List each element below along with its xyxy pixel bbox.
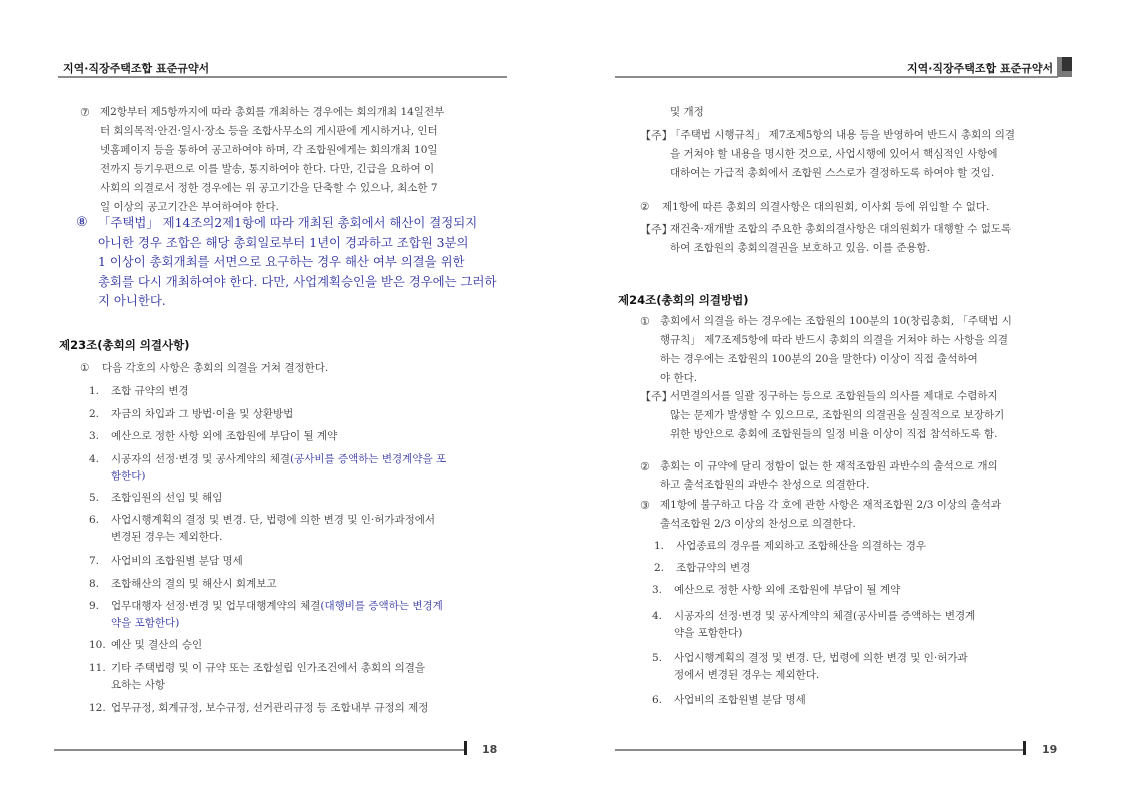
- item-text: 사업비의 조합원별 분담 명세: [674, 694, 806, 706]
- item-text-continuation: 함한다): [111, 470, 146, 482]
- item-text: 업무규정, 회계규정, 보수규정, 선거관리규정 등 조합내부 규정의 제정: [111, 702, 429, 714]
- item-text: 조합임원의 선임 및 해임: [111, 492, 223, 504]
- intro-text: 다음 각호의 사항은 총회의 의결을 거쳐 결정한다.: [102, 362, 329, 374]
- corner-mark: [1057, 57, 1072, 77]
- list-item: [89, 451, 509, 485]
- item-number: 7.: [89, 555, 100, 567]
- paragraph-2: [640, 199, 1070, 216]
- paragraph-text: 제1항에 따른 총회의 의결사항은 대의원회, 이사회 등에 위임할 수 없다.: [662, 201, 990, 213]
- item-text: 시공자의 선정·변경 및 공사계약의 체결: [111, 453, 290, 465]
- item-number: 2.: [654, 562, 665, 574]
- list-item: [652, 692, 1072, 709]
- article-24-paragraph-1: [640, 312, 1060, 388]
- item-text-continuation: 약을 포함한다): [674, 627, 743, 639]
- left-page: [0, 0, 560, 793]
- right-page: [560, 0, 1121, 793]
- list-item: [652, 650, 1072, 684]
- footer-tick: [464, 741, 467, 755]
- item-number: 6.: [89, 514, 100, 526]
- list-item: [89, 553, 509, 570]
- item-number: 3.: [652, 584, 663, 596]
- note-3: [640, 387, 1060, 444]
- article-23-intro: [80, 360, 500, 377]
- header-title: 지역·직장주택조합 표준규약서: [907, 62, 1054, 75]
- header-title: 지역·직장주택조합 표준규약서: [63, 62, 210, 75]
- item-text-continuation: 약을 포함한다): [111, 617, 180, 629]
- page-number: 19: [1042, 743, 1058, 756]
- text-line: 위한 방안으로 총회에 조합원들의 일정 비율 이상이 직접 참석하도록 함.: [670, 428, 998, 440]
- item-number: 4.: [89, 453, 100, 465]
- text-line: 사회의 의결로서 정한 경우에는 위 공고기간을 단축할 수 있으나, 최소한 7: [100, 182, 438, 194]
- item-number: 6.: [652, 694, 663, 706]
- text-line: 지 아니한다.: [98, 293, 166, 308]
- list-item: [89, 406, 509, 423]
- text-line: 아니한 경우 조합은 해당 총회일로부터 1년이 경과하고 조합원 3분의: [98, 234, 469, 250]
- article-23-heading: 제23조(총회의 의결사항): [59, 338, 190, 352]
- paragraph-marker: ①: [80, 362, 90, 374]
- continuation-line: 및 개정: [670, 106, 704, 118]
- list-item: [89, 637, 509, 654]
- paragraph-marker: ②: [640, 201, 650, 213]
- list-item: [652, 582, 1072, 599]
- list-item: [652, 608, 1072, 642]
- item-text: 조합규약의 변경: [676, 562, 751, 574]
- item-number: 4.: [652, 610, 663, 622]
- text-line: 서면결의서를 일괄 징구하는 등으로 조합원들의 의사를 제대로 수렴하지: [670, 390, 998, 402]
- item-text: 사업종료의 경우를 제외하고 조합해산을 의결하는 경우: [676, 540, 926, 552]
- text-line: 을 거쳐야 할 내용을 명시한 것으로, 사업시행에 있어서 핵심적인 사항에: [670, 148, 998, 160]
- note-2: [640, 220, 1060, 258]
- item-number: 5.: [652, 652, 663, 664]
- item-text: 사업시행계획의 결정 및 변경. 단, 법령에 의한 변경 및 인·허가과: [674, 652, 968, 664]
- text-line: 일 이상의 공고기간은 부여하여야 한다.: [100, 201, 279, 213]
- footer-rule: [54, 749, 466, 751]
- text-line: 총회에서 의결을 하는 경우에는 조합원의 100분의 10(창립총회, 「주택법 시: [660, 315, 1012, 327]
- footer-tick: [1023, 741, 1026, 755]
- paragraph-marker: ⑦: [80, 106, 90, 119]
- footer-rule: [615, 749, 1025, 751]
- text-line: 하는 경우에는 조합원의 100분의 20을 말한다) 이상이 직접 출석하여: [660, 353, 978, 365]
- list-item: [89, 428, 509, 445]
- list-item: [654, 538, 1074, 555]
- text-line: 하여 조합원의 총회의결권을 보호하고 있음. 이를 준용함.: [670, 242, 930, 254]
- header-rule: [615, 76, 1058, 78]
- paragraph-marker: ②: [640, 460, 650, 473]
- item-text: 예산 및 결산의 승인: [111, 639, 203, 651]
- item-text: 자금의 차입과 그 방법·이율 및 상환방법: [111, 408, 294, 420]
- list-item: [89, 383, 509, 400]
- item-text: 사업시행계획의 결정 및 변경. 단, 법령에 의한 변경 및 인·허가과정에서: [111, 514, 436, 526]
- item-text: 예산으로 정한 사항 외에 조합원에 부담이 될 계약: [111, 430, 338, 442]
- list-item: [89, 700, 509, 717]
- note-1: [640, 126, 1060, 183]
- item-text-continuation: 요하는 사항: [111, 679, 166, 691]
- item-text: 기타 주택법령 및 이 규약 또는 조합설립 인가조건에서 총회의 의결을: [111, 662, 426, 674]
- text-line: 대하여는 가급적 총회에서 조합원 스스로가 결정하도록 하여야 할 것임.: [670, 167, 995, 179]
- list-item: [89, 490, 509, 507]
- item-number: 11.: [89, 662, 106, 674]
- item-number: 5.: [89, 492, 100, 504]
- article-24-paragraph-2: [640, 457, 1060, 495]
- text-line: 않는 문제가 발생할 수 있으므로, 조합원의 의결권을 실질적으로 보장하기: [670, 409, 1005, 421]
- text-line: 전까지 등기우편으로 이를 발송, 통지하여야 한다. 다만, 긴급을 요하여 이: [100, 163, 435, 175]
- note-marker: 【주】: [640, 223, 673, 236]
- text-line: 제1항에 불구하고 다음 각 호에 관한 사항은 재적조합원 2/3 이상의 출석과: [660, 499, 1001, 511]
- item-number: 1.: [89, 385, 100, 397]
- list-item: [654, 560, 1074, 577]
- item-text: 사업비의 조합원별 분담 명세: [111, 555, 243, 567]
- list-item: [89, 660, 509, 694]
- paragraph-marker: ⑧: [76, 215, 88, 230]
- paragraph-marker: ③: [640, 499, 650, 512]
- text-line: 총회는 이 규약에 달리 정함이 없는 한 재적조합원 과반수의 출석으로 개의: [660, 460, 998, 472]
- paragraph-marker: ①: [640, 315, 650, 328]
- item-number: 12.: [89, 702, 106, 714]
- article-24-paragraph-3: [640, 496, 1060, 534]
- text-line: 하고 출석조합원의 과반수 찬성으로 의결한다.: [660, 479, 870, 491]
- text-line: 터 회의목적·안건·일시·장소 등을 조합사무소의 게시판에 게시하거나, 인터: [100, 125, 438, 137]
- item-number: 3.: [89, 430, 100, 442]
- paragraph-8: [76, 213, 506, 311]
- item-text: 업무대행자 선정·변경 및 업무대행계약의 체결: [111, 600, 321, 612]
- item-number: 1.: [654, 540, 665, 552]
- header-rule: [58, 76, 507, 78]
- note-marker: 【주】: [640, 129, 673, 142]
- text-line: 1 이상이 총회개최를 서면으로 요구하는 경우 해산 여부 의결을 위한: [98, 254, 465, 269]
- text-line: 제2항부터 제5항까지에 따라 총회를 개최하는 경우에는 회의개최 14일전부: [100, 106, 445, 118]
- text-line: 총회를 다시 개최하여야 한다. 다만, 사업계획승인을 받은 경우에는 그러하: [98, 273, 497, 289]
- text-line: 재건축·재개발 조합의 주요한 총회의결사항은 대의원회가 대행할 수 없도록: [670, 223, 1012, 235]
- text-line: 행규칙」 제7조제5항에 따라 반드시 총회의 의결을 거쳐야 하는 사항을 의결: [660, 334, 1009, 346]
- item-text-emphasis: (대행비를 증액하는 변경계: [320, 600, 443, 612]
- text-line: 「주택법 시행규칙」 제7조제5항의 내용 등을 반영하여 반드시 총회의 의결: [670, 129, 1016, 141]
- list-item: [89, 576, 509, 593]
- item-text-continuation: 정에서 변경된 경우는 제외한다.: [674, 669, 820, 681]
- list-item: [89, 512, 509, 546]
- text-line: 출석조합원 2/3 이상의 찬성으로 의결한다.: [660, 518, 856, 530]
- text-line: 야 한다.: [660, 372, 698, 384]
- item-text: 시공자의 선정·변경 및 공사계약의 체결(공사비를 증액하는 변경계: [674, 610, 976, 622]
- page-number: 18: [482, 743, 498, 756]
- list-item: [89, 598, 509, 632]
- item-number: 2.: [89, 408, 100, 420]
- item-number: 8.: [89, 578, 100, 590]
- text-line: 넷홈페이지 등을 통하여 공고하여야 하며, 각 조합원에게는 회의개최 10일: [100, 144, 438, 156]
- text-line: 「주택법」 제14조의2제1항에 따라 개최된 총회에서 해산이 결정되지: [98, 215, 478, 230]
- item-text: 조합해산의 결의 및 해산시 회계보고: [111, 578, 277, 590]
- item-text: 조합 규약의 변경: [111, 385, 189, 397]
- item-number: 10.: [89, 639, 106, 651]
- paragraph-7: [80, 103, 500, 217]
- item-number: 9.: [89, 600, 100, 612]
- item-text-continuation: 변경된 경우는 제외한다.: [111, 531, 223, 543]
- item-text-emphasis: (공사비를 증액하는 변경계약을 포: [289, 453, 447, 465]
- article-24-heading: 제24조(총회의 의결방법): [618, 293, 749, 307]
- note-marker: 【주】: [640, 390, 673, 403]
- item-text: 예산으로 정한 사항 외에 조합원에 부담이 될 계약: [674, 584, 901, 596]
